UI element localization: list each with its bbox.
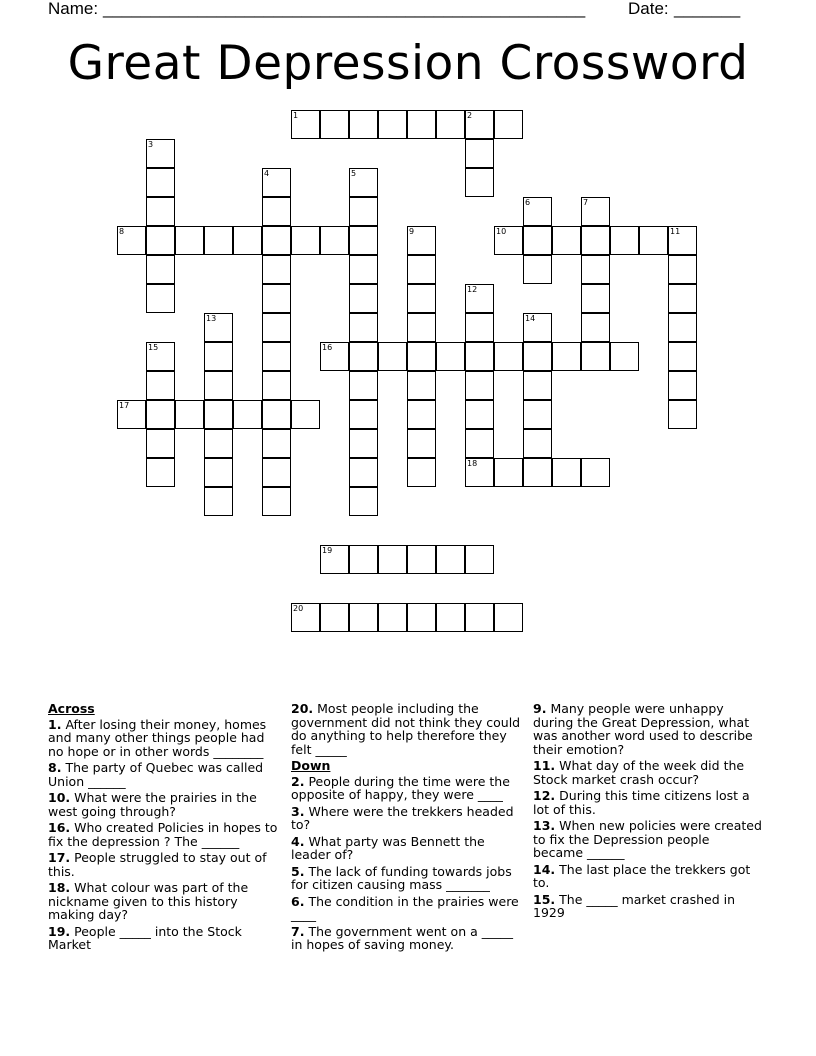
grid-cell[interactable] xyxy=(146,400,175,429)
clue-down-9: 9. Many people were unhappy during the Great Depression, what was another word used to describe their emotion? xyxy=(533,701,753,757)
grid-cell[interactable] xyxy=(668,371,697,400)
grid-cell[interactable] xyxy=(523,400,552,429)
grid-cell[interactable] xyxy=(581,255,610,284)
grid-cell-12[interactable] xyxy=(465,284,494,313)
grid-cell[interactable] xyxy=(436,342,465,371)
grid-cell[interactable] xyxy=(668,313,697,342)
grid-cell[interactable] xyxy=(668,342,697,371)
grid-cell[interactable] xyxy=(581,226,610,255)
grid-cell[interactable] xyxy=(204,226,233,255)
clue-across-19: 19. People _____ into the Stock Market xyxy=(48,923,242,952)
grid-cell[interactable] xyxy=(262,371,291,400)
clues-column-1 xyxy=(48,702,283,955)
grid-cell-19[interactable] xyxy=(320,545,349,574)
grid-cell-20[interactable] xyxy=(291,603,320,632)
grid-cell[interactable] xyxy=(465,429,494,458)
grid-cell-9[interactable] xyxy=(407,226,436,255)
clue-down-13: 13. When new policies were created to fix the Depression people became ______ xyxy=(533,818,762,860)
clue-down-7: 7. The government went on a _____ in hopes of saving money. xyxy=(291,923,513,952)
grid-cell[interactable] xyxy=(204,487,233,516)
grid-cell[interactable] xyxy=(581,342,610,371)
grid-cell[interactable] xyxy=(204,400,233,429)
grid-cell[interactable] xyxy=(407,429,436,458)
clue-number: 14 xyxy=(525,314,536,323)
grid-cell-11[interactable] xyxy=(668,226,697,255)
grid-cell[interactable] xyxy=(349,487,378,516)
grid-cell[interactable] xyxy=(233,400,262,429)
grid-cell[interactable] xyxy=(407,603,436,632)
grid-cell[interactable] xyxy=(581,458,610,487)
clue-across-18: 18. What colour was part of the nickname given to this history making day? xyxy=(48,880,249,922)
grid-cell[interactable] xyxy=(349,342,378,371)
grid-cell[interactable] xyxy=(204,458,233,487)
grid-cell[interactable] xyxy=(146,458,175,487)
clue-down-3: 3. Where were the trekkers headed to? xyxy=(291,803,514,832)
grid-cell[interactable] xyxy=(291,400,320,429)
down-heading: Down xyxy=(291,758,331,773)
grid-cell[interactable] xyxy=(407,255,436,284)
clue-number: 6 xyxy=(525,198,531,207)
clue-down-2: 2. People during the time were the opposite of happy, they were ____ xyxy=(291,773,510,802)
grid-cell[interactable] xyxy=(262,342,291,371)
grid-cell[interactable] xyxy=(349,429,378,458)
grid-cell[interactable] xyxy=(465,603,494,632)
clue-down-5: 5. The lack of funding towards jobs for citizen causing mass _______ xyxy=(291,863,512,892)
clue-down-11: 11. What day of the week did the Stock market crash occur? xyxy=(533,758,745,787)
clue-number: 3 xyxy=(148,140,154,149)
clue-across-17: 17. People struggled to stay out of this. xyxy=(48,850,267,879)
grid-cell-15[interactable] xyxy=(146,342,175,371)
grid-cell[interactable] xyxy=(465,342,494,371)
grid-cell[interactable] xyxy=(262,255,291,284)
grid-cell-14[interactable] xyxy=(523,313,552,342)
grid-cell[interactable] xyxy=(668,284,697,313)
grid-cell[interactable] xyxy=(407,110,436,139)
grid-cell[interactable] xyxy=(204,371,233,400)
grid-cell[interactable] xyxy=(146,255,175,284)
clue-number: 20 xyxy=(293,604,304,613)
grid-cell[interactable] xyxy=(407,313,436,342)
grid-cell[interactable] xyxy=(465,400,494,429)
clue-number: 15 xyxy=(148,343,159,352)
grid-cell-3[interactable] xyxy=(146,139,175,168)
grid-cell[interactable] xyxy=(523,255,552,284)
clue-number: 12 xyxy=(467,285,478,294)
grid-cell[interactable] xyxy=(320,110,349,139)
clue-across-20: 20. Most people including the government did not think they could do anything to help therefore they felt _____ xyxy=(291,701,521,757)
grid-cell[interactable] xyxy=(262,400,291,429)
grid-cell-5[interactable] xyxy=(349,168,378,197)
grid-cell[interactable] xyxy=(262,226,291,255)
grid-cell[interactable] xyxy=(407,342,436,371)
grid-cell[interactable] xyxy=(146,429,175,458)
clue-number: 2 xyxy=(467,111,473,120)
grid-cell[interactable] xyxy=(523,226,552,255)
clue-number: 18 xyxy=(467,459,478,468)
grid-cell[interactable] xyxy=(378,603,407,632)
grid-cell[interactable] xyxy=(349,545,378,574)
grid-cell[interactable] xyxy=(581,284,610,313)
grid-cell[interactable] xyxy=(262,487,291,516)
clue-across-16: 16. Who created Policies in hopes to fix the depression ? The ______ xyxy=(48,820,278,849)
grid-cell[interactable] xyxy=(465,139,494,168)
clue-number: 7 xyxy=(583,198,589,207)
grid-cell[interactable] xyxy=(552,458,581,487)
grid-cell[interactable] xyxy=(668,400,697,429)
clue-down-12: 12. During this time citizens lost a lot of this. xyxy=(533,788,750,817)
grid-cell-17[interactable] xyxy=(117,400,146,429)
clue-across-8: 8. The party of Quebec was called Union ______ xyxy=(48,760,264,789)
grid-cell[interactable] xyxy=(378,342,407,371)
grid-cell[interactable] xyxy=(349,313,378,342)
grid-cell-8[interactable] xyxy=(117,226,146,255)
grid-cell[interactable] xyxy=(668,255,697,284)
clue-number: 5 xyxy=(351,169,357,178)
grid-cell[interactable] xyxy=(349,371,378,400)
grid-cell[interactable] xyxy=(349,110,378,139)
grid-cell[interactable] xyxy=(349,255,378,284)
grid-cell[interactable] xyxy=(465,313,494,342)
grid-cell[interactable] xyxy=(465,545,494,574)
grid-cell-13[interactable] xyxy=(204,313,233,342)
grid-cell[interactable] xyxy=(320,603,349,632)
clues-column-3 xyxy=(533,702,763,923)
grid-cell[interactable] xyxy=(407,371,436,400)
grid-cell-10[interactable] xyxy=(494,226,523,255)
grid-cell[interactable] xyxy=(465,371,494,400)
grid-cell-1[interactable] xyxy=(291,110,320,139)
date-field[interactable]: _______ xyxy=(674,0,741,18)
date-label: Date: xyxy=(628,0,669,18)
name-field[interactable]: ___________________________________________________ xyxy=(103,0,586,18)
grid-cell[interactable] xyxy=(523,429,552,458)
grid-cell-7[interactable] xyxy=(581,197,610,226)
name-label: Name: xyxy=(48,0,99,18)
grid-cell[interactable] xyxy=(349,284,378,313)
page-title: Great Depression Crossword xyxy=(67,36,749,91)
clue-number: 10 xyxy=(496,227,507,236)
grid-cell[interactable] xyxy=(639,226,668,255)
grid-cell[interactable] xyxy=(494,342,523,371)
grid-cell[interactable] xyxy=(610,226,639,255)
grid-cell[interactable] xyxy=(436,603,465,632)
grid-cell[interactable] xyxy=(494,458,523,487)
across-heading: Across xyxy=(48,701,95,716)
grid-cell[interactable] xyxy=(552,342,581,371)
clue-down-15: 15. The _____ market crashed in 1929 xyxy=(533,891,736,920)
grid-cell[interactable] xyxy=(494,603,523,632)
grid-cell[interactable] xyxy=(146,197,175,226)
clue-number: 9 xyxy=(409,227,415,236)
grid-cell[interactable] xyxy=(146,371,175,400)
grid-cell[interactable] xyxy=(146,284,175,313)
grid-cell[interactable] xyxy=(320,226,349,255)
grid-cell[interactable] xyxy=(349,226,378,255)
grid-cell[interactable] xyxy=(262,197,291,226)
grid-cell[interactable] xyxy=(581,313,610,342)
clue-number: 11 xyxy=(670,227,681,236)
grid-cell[interactable] xyxy=(262,458,291,487)
grid-cell[interactable] xyxy=(407,458,436,487)
grid-cell[interactable] xyxy=(407,400,436,429)
grid-cell[interactable] xyxy=(407,284,436,313)
grid-cell[interactable] xyxy=(204,342,233,371)
grid-cell[interactable] xyxy=(523,458,552,487)
grid-cell[interactable] xyxy=(407,545,436,574)
grid-cell[interactable] xyxy=(465,168,494,197)
grid-cell[interactable] xyxy=(378,545,407,574)
grid-cell[interactable] xyxy=(378,110,407,139)
grid-cell[interactable] xyxy=(175,226,204,255)
clue-number: 16 xyxy=(322,343,333,352)
grid-cell[interactable] xyxy=(262,429,291,458)
grid-cell[interactable] xyxy=(262,313,291,342)
grid-cell-16[interactable] xyxy=(320,342,349,371)
clue-down-4: 4. What party was Bennett the leader of? xyxy=(291,833,485,862)
grid-cell[interactable] xyxy=(523,371,552,400)
grid-cell[interactable] xyxy=(349,458,378,487)
grid-cell[interactable] xyxy=(146,168,175,197)
grid-cell-2[interactable] xyxy=(465,110,494,139)
grid-cell[interactable] xyxy=(262,284,291,313)
grid-cell[interactable] xyxy=(146,226,175,255)
clue-number: 1 xyxy=(293,111,299,120)
clue-number: 4 xyxy=(264,169,270,178)
grid-cell-4[interactable] xyxy=(262,168,291,197)
grid-cell-6[interactable] xyxy=(523,197,552,226)
grid-cell-18[interactable] xyxy=(465,458,494,487)
grid-cell[interactable] xyxy=(436,545,465,574)
grid-cell[interactable] xyxy=(349,603,378,632)
grid-cell[interactable] xyxy=(523,342,552,371)
grid-cell[interactable] xyxy=(175,400,204,429)
clue-across-1: 1. After losing their money, homes and many other things people had no hope or in other words ________ xyxy=(48,716,267,759)
clue-across-10: 10. What were the prairies in the west going through? xyxy=(48,790,257,819)
clues-column-2 xyxy=(291,702,525,955)
grid-cell[interactable] xyxy=(349,197,378,226)
clue-number: 19 xyxy=(322,546,333,555)
grid-cell[interactable] xyxy=(291,226,320,255)
clue-number: 8 xyxy=(119,227,125,236)
clue-down-14: 14. The last place the trekkers got to. xyxy=(533,861,751,890)
clue-number: 13 xyxy=(206,314,217,323)
grid-cell[interactable] xyxy=(233,226,262,255)
clue-number: 17 xyxy=(119,401,130,410)
grid-cell[interactable] xyxy=(349,400,378,429)
clue-down-6: 6. The condition in the prairies were ____ xyxy=(291,893,519,922)
grid-cell[interactable] xyxy=(436,110,465,139)
grid-cell[interactable] xyxy=(494,110,523,139)
grid-cell[interactable] xyxy=(204,429,233,458)
grid-cell[interactable] xyxy=(552,226,581,255)
grid-cell[interactable] xyxy=(610,342,639,371)
